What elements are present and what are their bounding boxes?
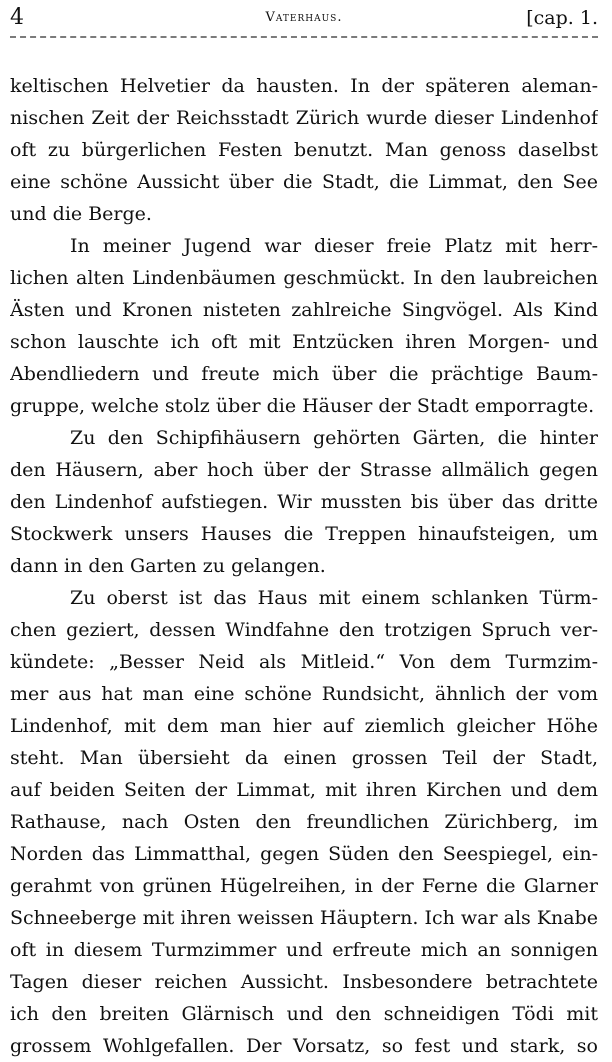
text-line: eine schöne Aussicht über die Stadt, die Limmat, den See: [10, 171, 598, 193]
text-line: Ästen und Kronen nisteten zahlreiche Singvögel. Als Kind: [10, 299, 598, 321]
text-line: kündete: „Besser Neid als Mitleid.“ Von dem Turmzim-: [10, 651, 598, 673]
text-line: oft zu bürgerlichen Festen benutzt. Man genoss daselbst: [10, 139, 598, 161]
text-line: Lindenhof, mit dem man hier auf ziemlich gleicher Höhe: [10, 715, 598, 737]
text-line: den Lindenhof aufstiegen. Wir mussten bis über das dritte: [10, 491, 598, 513]
text-line: gruppe, welche stolz über die Häuser der Stadt emporragte.: [10, 395, 595, 417]
text-line: nischen Zeit der Reichsstadt Zürich wurde dieser Lindenhof: [10, 107, 598, 129]
text-line: Norden das Limmatthal, gegen Süden den Seespiegel, ein-: [10, 843, 598, 865]
text-line: dann in den Garten zu gelangen.: [10, 555, 326, 577]
body-text: [10, 70, 598, 1062]
text-line: mer aus hat man eine schöne Rundsicht, ähnlich der vom: [10, 683, 598, 705]
text-line: grossem Wohlgefallen. Der Vorsatz, so fest und stark, so: [10, 1035, 598, 1057]
text-line: Rathause, nach Osten den freundlichen Zürichberg, im: [10, 811, 598, 833]
text-line: keltischen Helvetier da hausten. In der späteren aleman-: [10, 75, 598, 97]
text-line: Zu den Schipfihäusern gehörten Gärten, die hinter: [70, 427, 598, 449]
text-line: Tagen dieser reichen Aussicht. Insbesondere betrachtete: [10, 971, 598, 993]
text-line: schon lauschte ich oft mit Entzücken ihren Morgen- und: [10, 331, 598, 353]
text-line: In meiner Jugend war dieser freie Platz mit herr-: [70, 235, 598, 257]
text-line: den Häusern, aber hoch über der Strasse allmälich gegen: [10, 459, 598, 481]
text-line: Schneeberge mit ihren weissen Häuptern. Ich war als Knabe: [10, 907, 598, 929]
text-line: und die Berge.: [10, 203, 152, 225]
text-line: auf beiden Seiten der Limmat, mit ihren Kirchen und dem: [10, 779, 598, 801]
text-line: Abendliedern und freute mich über die prächtige Baum-: [10, 363, 598, 385]
text-line: oft in diesem Turmzimmer und erfreute mich an sonnigen: [10, 939, 598, 961]
text-line: ich den breiten Glärnisch und den schneidigen Tödi mit: [10, 1003, 598, 1025]
text-line: Stockwerk unsers Hauses die Treppen hinaufsteigen, um: [10, 523, 598, 545]
text-line: lichen alten Lindenbäumen geschmückt. In den laubreichen: [10, 267, 598, 289]
text-line: chen geziert, dessen Windfahne den trotzigen Spruch ver-: [10, 619, 598, 641]
text-line: gerahmt von grünen Hügelreihen, in der Ferne die Glarner: [10, 875, 598, 897]
running-title: Vaterhaus.: [265, 10, 343, 25]
header-rule: [10, 36, 598, 38]
page-number: 4: [10, 5, 24, 30]
chapter-reference: [cap. 1.: [526, 7, 598, 29]
page-header: [10, 4, 598, 34]
text-line: Zu oberst ist das Haus mit einem schlanken Türm-: [70, 587, 598, 609]
text-line: steht. Man übersieht da einen grossen Teil der Stadt,: [10, 747, 598, 769]
